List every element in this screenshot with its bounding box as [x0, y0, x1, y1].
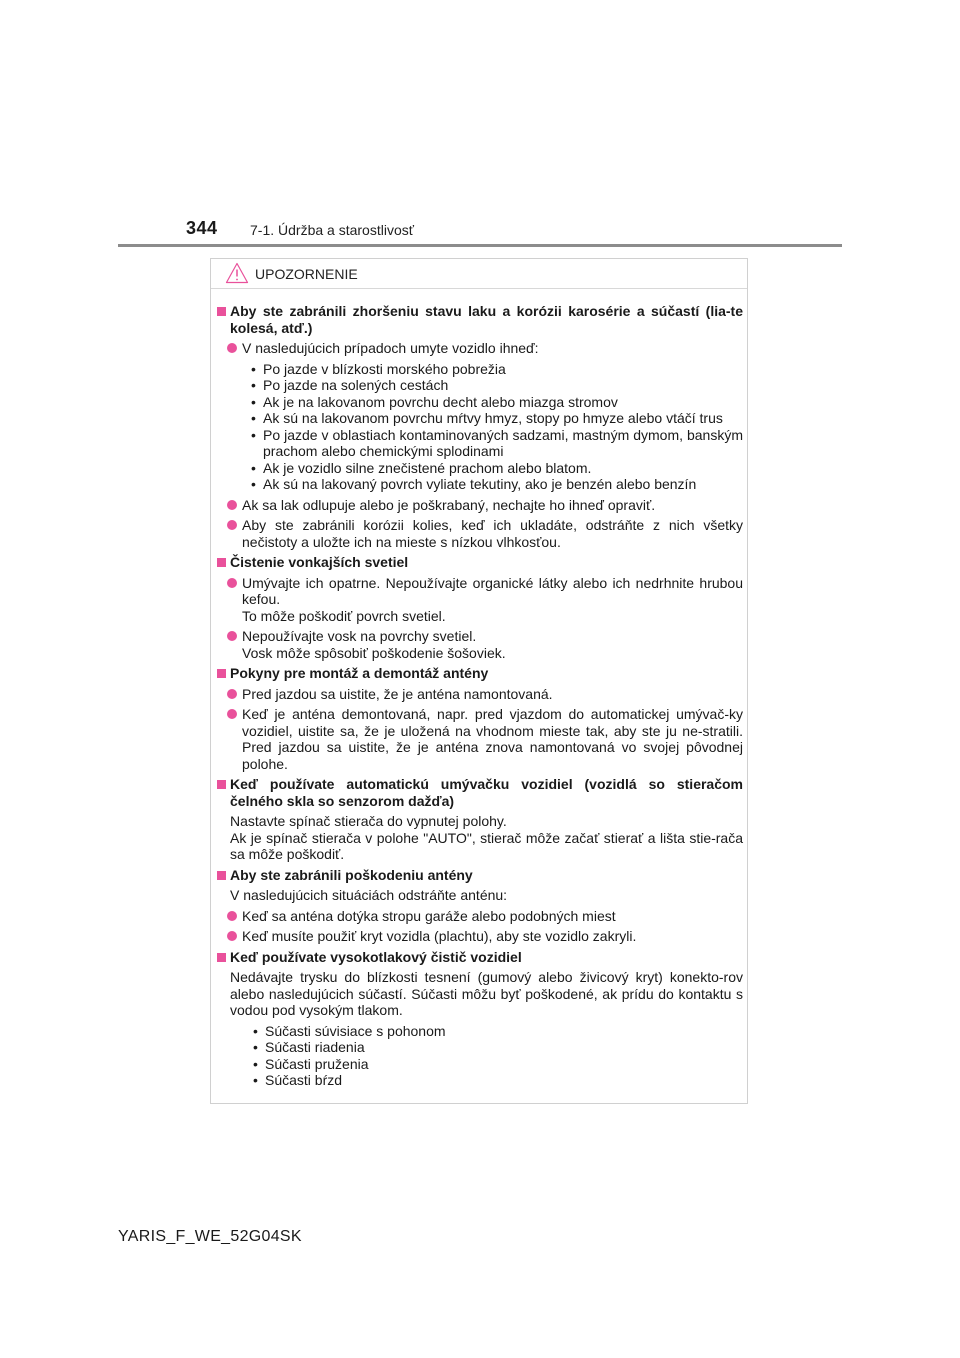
bullet-item — [217, 340, 743, 357]
block-text: Pred jazdou sa uistite, že je anténa namontovaná. — [242, 685, 553, 702]
section-heading — [217, 303, 743, 336]
section-heading — [217, 665, 743, 682]
warning-triangle-icon — [225, 262, 249, 289]
section-title: 7-1. Údržba a starostlivosť — [250, 222, 414, 238]
block-text: Nastavte spínač stierača do vypnutej polohy. — [230, 813, 507, 829]
block-line: Ak je spínač stierača v polohe "AUTO", stierač môže začať stierať a lišta stie-rača sa môže poškodiť. — [230, 829, 743, 862]
sub-list-item: • Po jazde v blízkosti morského pobrežia — [217, 361, 743, 378]
block-text: Keď používate automatickú umývačku vozidiel (vozidlá so stieračom čelného skla so senzorom dažďa) — [230, 776, 743, 809]
paragraph — [217, 887, 743, 904]
sub-list-item: • Ak je vozidlo silne znečistené prachom alebo blatom. — [217, 460, 743, 477]
section-heading — [217, 776, 743, 809]
bullet-item — [217, 575, 743, 625]
warning-label: UPOZORNENIE — [255, 266, 358, 282]
section-heading — [217, 867, 743, 884]
paragraph — [217, 813, 743, 863]
bullet-item — [217, 908, 743, 925]
block-text: Ak sa lak odlupuje alebo je poškrabaný, nechajte ho ihneď opraviť. — [242, 496, 656, 513]
bullet-item — [217, 628, 743, 661]
sub-list-item: • Ak sú na lakovaný povrch vyliate tekutiny, ako je benzén alebo benzín — [217, 476, 743, 493]
warning-body — [217, 299, 743, 1089]
page-number: 344 — [186, 218, 218, 238]
block-text: V nasledujúcich situáciách odstráňte anténu: — [230, 887, 508, 903]
section-heading — [217, 949, 743, 966]
sub-list-item: • Po jazde na solených cestách — [217, 377, 743, 394]
sub-list-item: • Súčasti bŕzd — [217, 1072, 743, 1089]
block-text: Keď musíte použiť kryt vozidla (plachtu), aby ste vozidlo zakryli. — [242, 928, 637, 944]
block-text: Keď sa anténa dotýka stropu garáže alebo podobných miest — [242, 907, 616, 924]
block-text: Nepoužívajte vosk na povrchy svetiel. — [242, 628, 477, 644]
block-text: V nasledujúcich prípadoch umyte vozidlo ihneď: — [242, 340, 539, 356]
paragraph — [217, 969, 743, 1019]
bullet-item — [217, 706, 743, 772]
bullet-item — [217, 497, 743, 514]
bullet-item — [217, 686, 743, 703]
sub-list — [217, 1023, 743, 1089]
sub-list-item: • Ak sú na lakovanom povrchu mŕtvy hmyz, stopy po hmyze alebo vtáčí trus — [217, 410, 743, 427]
sub-list-item: • Po jazde v oblastiach kontaminovaných sadzami, mastným dymom, banským prachom alebo chemickými splodinami — [217, 427, 743, 460]
block-text: Keď je anténa demontovaná, napr. pred vjazdom do automatickej umývač-ky vozidiel, uistite sa, že je uložená na vhodnom mieste tak, aby ste ju ne-stratili. Pred jazdou sa uistite, že je anténa znova namontovaná vo svojej pôvodnej polohe. — [242, 706, 743, 772]
block-text: Aby ste zabránili poškodeniu antény — [230, 866, 473, 883]
block-line: To môže poškodiť povrch svetiel. — [242, 607, 446, 624]
block-text: Aby ste zabránili korózii kolies, keď ich ukladáte, odstráňte z nich všetky nečistoty a uložte ich na mieste s nízkou vlhkosťou. — [242, 517, 743, 550]
bullet-item — [217, 928, 743, 945]
warning-header — [211, 259, 747, 289]
block-text: Čistenie vonkajších svetiel — [230, 554, 409, 570]
sub-list-item: • Súčasti súvisiace s pohonom — [217, 1023, 743, 1040]
sub-list-item: • Súčasti riadenia — [217, 1039, 743, 1056]
block-line: Vosk môže spôsobiť poškodenie šošoviek. — [242, 644, 506, 661]
document-code: YARIS_F_WE_52G04SK — [118, 1228, 302, 1245]
bullet-item — [217, 517, 743, 550]
sub-list-item: • Ak je na lakovanom povrchu decht alebo miazga stromov — [217, 394, 743, 411]
sub-list — [217, 361, 743, 493]
section-heading — [217, 554, 743, 571]
block-text: Umývajte ich opatrne. Nepoužívajte organické látky alebo ich nedrhnite hrubou kefou. — [242, 574, 743, 607]
header-rule — [118, 244, 842, 247]
block-text: Pokyny pre montáž a demontáž antény — [230, 665, 489, 681]
block-text: Aby ste zabránili zhoršeniu stavu laku a korózii karosérie a súčastí (lia-te kolesá, atď.) — [230, 303, 743, 336]
warning-box — [210, 258, 748, 1104]
block-text: Nedávajte trysku do blízkosti tesnení (gumový alebo živicový kryt) konekto-rov alebo nasledujúcich súčastí. Súčasti môžu byť poškodené, ak prídu do kontaktu s vodou pod vysokým tlakom. — [230, 969, 743, 1018]
block-text: Keď používate vysokotlakový čistič vozidiel — [230, 948, 522, 965]
sub-list-item: • Súčasti pruženia — [217, 1056, 743, 1073]
page-header — [0, 0, 960, 250]
